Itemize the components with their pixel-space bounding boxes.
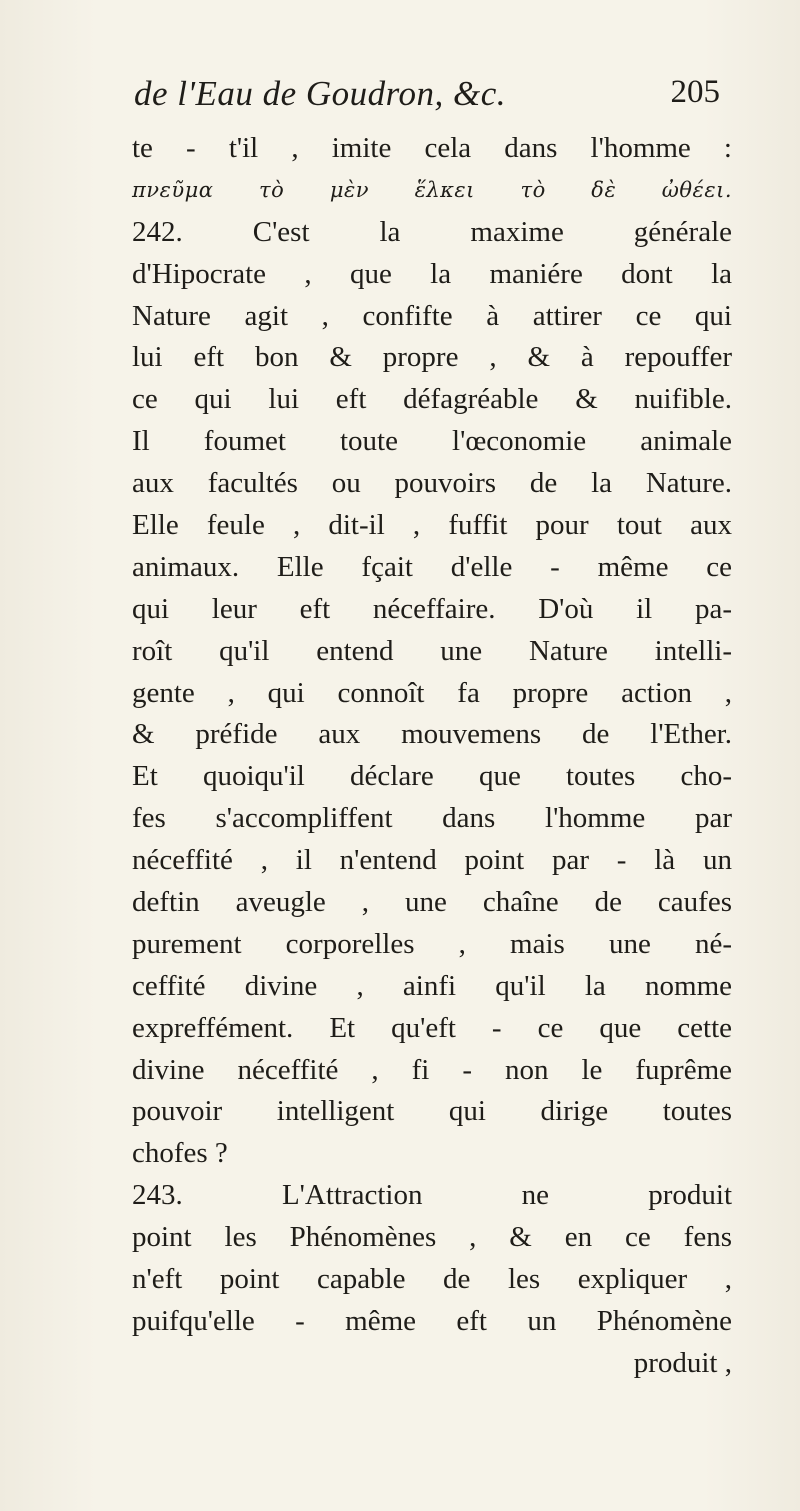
running-head: de l'Eau de Goudron, &c. <box>134 74 507 113</box>
catchword: produit , <box>633 1346 732 1379</box>
text-line: néceffité , il n'entend point par - là un <box>132 844 732 877</box>
text-line: point les Phénomènes , & en ce fens <box>132 1221 732 1254</box>
text-line: te - t'il , imite cela dans l'homme : <box>132 132 732 164</box>
text-line: qui leur eft néceffaire. D'où il pa- <box>132 592 732 625</box>
text-line: roît qu'il entend une Nature intelli- <box>132 634 732 667</box>
text-line: gente , qui connoît fa propre action , <box>132 676 732 709</box>
text-line: 242. C'est la maxime générale <box>132 215 732 248</box>
greek-quote-line: πνεῦμα τὸ μὲν ἕλκει τὸ δὲ ὠθέει. <box>132 177 732 202</box>
text-line: ce qui lui eft défagréable & nuifible. <box>132 383 732 416</box>
body-text <box>132 128 732 1385</box>
text-line: purement corporelles , mais une né- <box>132 927 732 960</box>
text-line: divine néceffité , fi - non le fuprême <box>132 1053 732 1086</box>
text-line: n'eft point capable de les expliquer , <box>132 1263 732 1296</box>
text-line: expreffément. Et qu'eft - ce que cette <box>132 1011 732 1044</box>
text-line: Et quoiqu'il déclare que toutes cho- <box>132 760 732 793</box>
text-line: aux facultés ou pouvoirs de la Nature. <box>132 467 732 500</box>
text-line: d'Hipocrate , que la maniére dont la <box>132 257 732 290</box>
text-line: Nature agit , confifte à attirer ce qui <box>132 299 732 332</box>
text-line: deftin aveugle , une chaîne de caufes <box>132 886 732 919</box>
text-line: Il foumet toute l'œconomie animale <box>132 425 732 458</box>
text-line: lui eft bon & propre , & à repouffer <box>132 341 732 374</box>
text-line: ceffité divine , ainfi qu'il la nomme <box>132 969 732 1002</box>
text-line: 243. L'Attraction ne produit <box>132 1179 732 1212</box>
text-line: puifqu'elle - même eft un Phénomène <box>132 1304 732 1337</box>
text-line: & préfide aux mouvemens de l'Ether. <box>132 718 732 751</box>
page-header <box>120 74 720 124</box>
text-line: chofes ? <box>132 1137 228 1170</box>
text-line: animaux. Elle fçait d'elle - même ce <box>132 550 732 583</box>
text-line: Elle feule , dit-il , fuffit pour tout aux <box>132 509 732 542</box>
text-line: fes s'accompliffent dans l'homme par <box>132 802 732 835</box>
text-line: pouvoir intelligent qui dirige toutes <box>132 1095 732 1128</box>
page-number: 205 <box>670 74 720 110</box>
